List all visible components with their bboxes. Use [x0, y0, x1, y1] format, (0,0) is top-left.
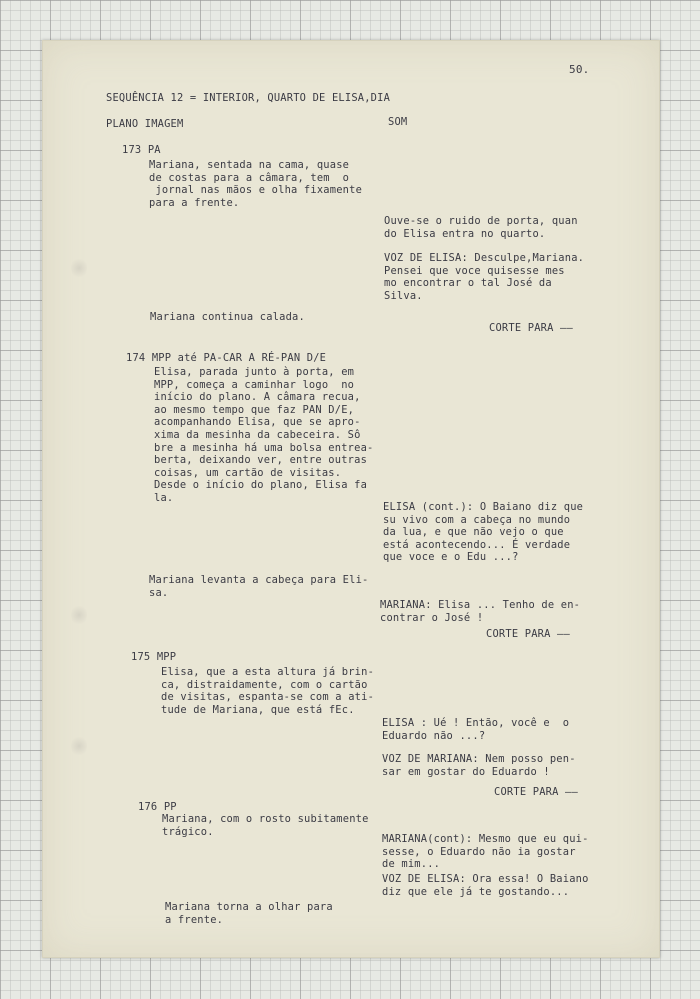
shot-dialogue: ELISA : Ué ! Então, você e o Eduardo não ...?	[382, 717, 570, 742]
shot-action: Mariana levanta a cabeça para Eli- sa.	[149, 574, 369, 599]
shot-dialogue: MARIANA: Elisa ... Tenho de en- contrar o José !	[380, 599, 581, 624]
shot-action: Elisa, parada junto à porta, em MPP, começa a caminhar logo no início do plano. A câmara recua, ao mesmo tempo que faz PAN D/E, acompanhando Elisa, que se apro- xima da mesinha da cabeceira. Sô bre a mesinha há uma bolsa entrea- berta, deixando ver, entre outras coisas, um cartão de visitas. Desde o início do plano, Elisa fa la.	[154, 366, 374, 504]
shot-dialogue: VOZ DE ELISA: Ora essa! O Baiano diz que ele já te gostando...	[382, 873, 589, 898]
shot-action: Mariana torna a olhar para a frente.	[165, 901, 333, 926]
shot-action: Mariana continua calada.	[150, 311, 305, 323]
shot-dialogue: MARIANA(cont): Mesmo que eu qui- sesse, o Eduardo não ia gostar de mim...	[382, 833, 589, 871]
shot-dialogue: VOZ DE ELISA: Desculpe,Mariana. Pensei que voce quisesse mes mo encontrar o tal José da Silva.	[384, 252, 585, 302]
transition-cut: CORTE PARA ——	[489, 322, 573, 334]
shot-dialogue: VOZ DE MARIANA: Nem posso pen- sar em gostar do Eduardo !	[382, 753, 576, 778]
punch-hole-mark	[71, 604, 87, 626]
shot-action: Elisa, que a esta altura já brin- ca, distraidamente, com o cartão de visitas, espanta-se com a ati- tude de Mariana, que está fEc.	[161, 666, 375, 716]
column-header-sound: SOM	[388, 116, 408, 128]
shot-label: 174 MPP até PA-CAR A RÉ-PAN D/E	[126, 352, 327, 364]
shot-action: Mariana, sentada na cama, quase de costas para a câmara, tem o jornal nas mãos e olha fixamente para a frente.	[149, 159, 363, 209]
transition-cut: CORTE PARA ——	[486, 628, 570, 640]
shot-action: Mariana, com o rosto subitamente trágico.	[162, 813, 369, 838]
punch-hole-mark	[71, 257, 87, 279]
shot-dialogue: ELISA (cont.): O Baiano diz que su vivo com a cabeça no mundo da lua, e que não vejo o que está acontecendo... É verdade que voce e o Edu ...?	[383, 501, 584, 564]
transition-cut: CORTE PARA ——	[494, 786, 578, 798]
shot-label: 176 PP	[138, 801, 177, 813]
shot-label: 175 MPP	[131, 651, 177, 663]
sequence-heading: SEQUÊNCIA 12 = INTERIOR, QUARTO DE ELISA,DIA	[106, 92, 391, 104]
shot-label: 173 PA	[122, 144, 161, 156]
column-header-image: PLANO IMAGEM	[106, 118, 184, 130]
shot-sound: Ouve-se o ruido de porta, quan do Elisa entra no quarto.	[384, 215, 578, 240]
page-number: 50.	[569, 63, 590, 76]
punch-hole-mark	[71, 735, 87, 757]
